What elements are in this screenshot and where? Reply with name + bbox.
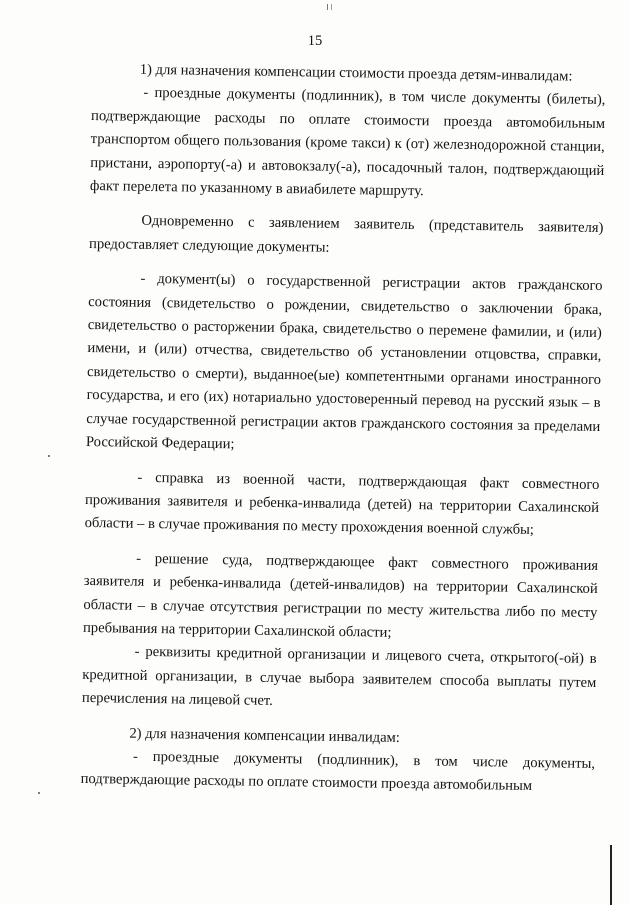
scan-speck <box>38 792 40 794</box>
page-number: 15 <box>307 33 323 49</box>
document-body <box>80 58 605 800</box>
paragraph-civil-registration: - документ(ы) о государственной регистрации актов гражданского состояния (свидетельство о рождении, свидетельство о заключении брака, свидетельство о расторжении брака, свидетельство о перемене фамилии, и (или) имени, и (или) отчества, свидетельство об установлении отцовства, справки, свидетельство о смерти), выданное(ые) компетентными органами иностранного государства, и его (их) нотариально удостоверенный перевод на русский язык – в случае государственной регистрации актов гражданского состояния за пределами Российской Федерации; <box>85 271 603 453</box>
paragraph-military-certificate: - справка из военной части, подтверждающая факт совместного проживания заявителя и ребенка-инвалида (детей) на территории Сахалинской области – в случае проживания по месту прохождения военной службы; <box>84 469 600 539</box>
paragraph-bank-details: - реквизиты кредитной организации и лицевого счета, открытого(-ой) в кредитной организации, в случае выбора заявителем способа выплаты путем перечисления на лицевой счет. <box>81 644 597 710</box>
paragraph-section-1-heading: 1) для назначения компенсации стоимости проезда детям-инвалидам: <box>139 61 573 85</box>
paragraph-section-2-heading: 2) для назначения компенсации инвалидам: <box>129 725 401 746</box>
scan-speck <box>48 455 50 457</box>
scan-artifact <box>327 4 332 10</box>
paragraph-travel-documents-disabled: - проездные документы (подлинник), в том числе документы, подтверждающие расходы по оплате стоимости проезда автомобильным <box>80 748 596 795</box>
paragraph-court-decision: - решение суда, подтверждающее факт совместного проживания заявителя и ребенка-инвалида (детей-инвалидов) на территории Сахалинской области – в случае отсутствия регистрации по месту жительства либо по месту пребывания на территории Сахалинской области; <box>82 550 599 641</box>
scan-edge-mark <box>610 845 612 905</box>
paragraph-simultaneously: Одновременно с заявлением заявитель (представитель заявителя) предоставляет следующие документы: <box>88 213 604 256</box>
paragraph-travel-documents: - проездные документы (подлинник), в том числе документы (билеты), подтверждающие расходы по оплате стоимости проезда автомобильным транспортом общего пользования (кроме такси) к (от) железнодорожной станции, пристани, аэропорту(-а) и автовокзалу(-а), посадочный талон, подтверждающий факт перелета по указанному в авиабилете маршруту. <box>89 85 606 200</box>
